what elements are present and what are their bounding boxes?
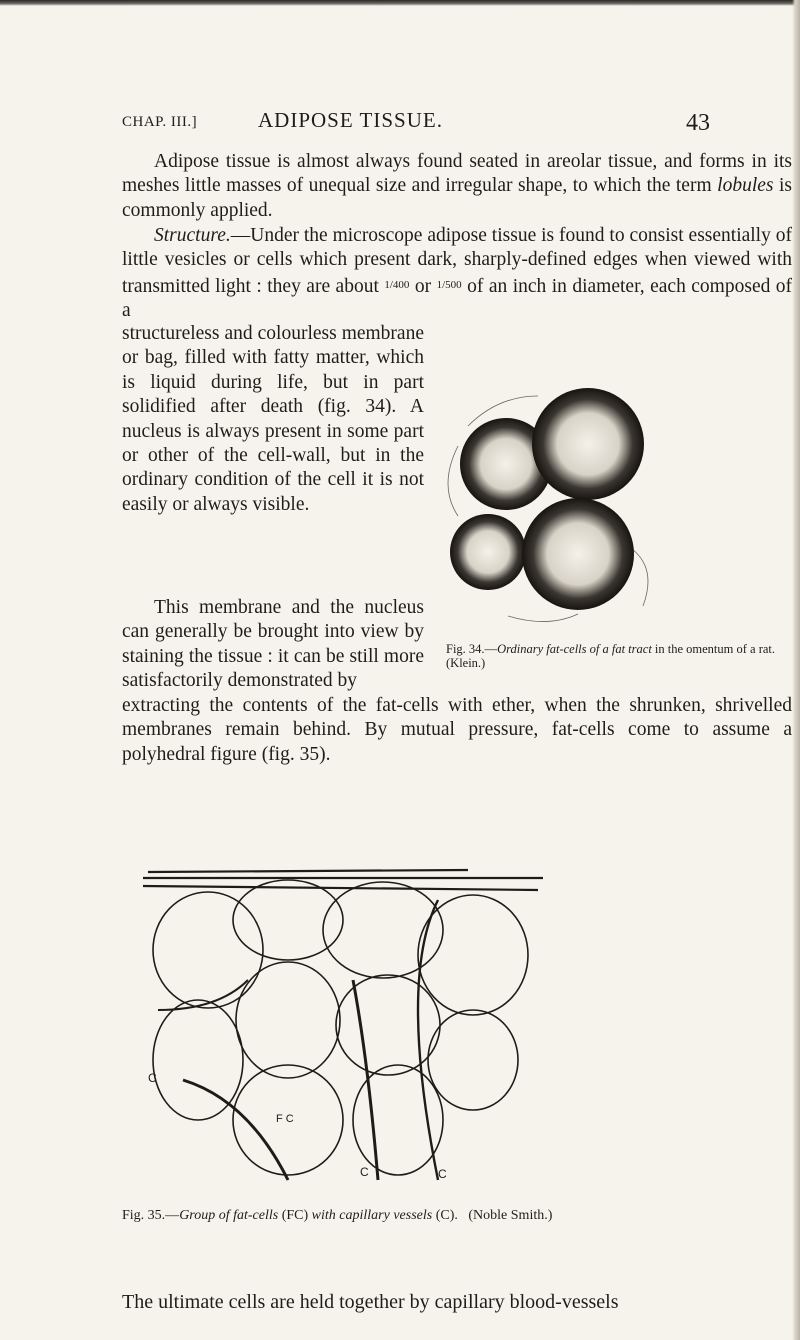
label-c-left: C [148,1071,157,1085]
running-header [122,106,710,140]
caption-credit: (Noble Smith.) [468,1208,553,1223]
fraction: 1/500 [436,278,462,291]
paragraph-membrane: This membrane and the nucleus can generally be brought into view by staining the tissue : it can be still more satisfactorily demonstrated by [122,597,424,692]
fraction: 1/400 [384,278,410,291]
figure-34-fat-cells [428,366,668,636]
paragraph-capillary: The ultimate cells are held together by capillary blood-vessels [122,1291,619,1313]
page-right-shadow [792,0,800,1340]
text: Adipose tissue is almost always found seated in areolar tissue, and forms in its meshes little masses of unequal size and irregular shape, to which the term [122,151,792,197]
caption-label: Fig. 34.— [446,642,498,656]
text: of an inch in diameter, each composed of a [122,275,793,322]
text: or [414,275,432,297]
caption-text: in the omentum of a rat. (Klein.) [446,642,776,670]
caption-text: (FC) [281,1208,309,1223]
text: —Under the microscope adipose tissue is found to consist essentially of little vesicles or cells which present dark, sharply-defined edges when viewed with transmitted light : they are about [122,225,792,297]
label-c-bottom: C [360,1165,369,1179]
fat-cell [522,498,634,610]
figure-34-caption [446,642,796,670]
caption-italic: Group of fat-cells [179,1208,279,1223]
figure-35-fat-cells-capillaries [138,860,548,1190]
caption-label: Fig. 35.— [122,1208,180,1223]
page-title: ADIPOSE TISSUE. [258,108,443,132]
paragraph-membrane-cont: extracting the contents of the fat-cells with ether, when the shrunken, shrivelled membranes remain behind. By mutual pressure, fat-cells come to assume a polyhedral figure (fig. 35). [122,695,792,765]
caption-italic: Ordinary fat-cells of a fat tract [497,642,652,656]
page-top-shadow [0,0,800,6]
chapter-label: CHAP. III.] [122,114,198,130]
paragraph-adipose-intro [122,150,792,223]
paragraph-structure-cont: structureless and colourless membrane or bag, filled with fatty matter, which is liquid during life, but in part solidified after death (fig. 34). A nucleus is always present in some part or other of the cell-wall, but in the ordinary condition of the cell it is not easily or always visible. [122,323,424,515]
italic-term: lobules [717,175,774,197]
fat-cell [450,514,526,590]
section-heading: Structure. [154,225,231,246]
figure-35-caption [122,1208,800,1224]
label-fc: F C [276,1113,294,1125]
label-c-right: C [438,1167,447,1181]
fat-cell [532,388,644,500]
page-number: 43 [686,110,710,136]
caption-text: (C). [435,1208,458,1223]
text: is commonly applied. [122,175,793,221]
paragraph-structure [122,224,792,324]
caption-italic: with capillary vessels [311,1208,433,1223]
